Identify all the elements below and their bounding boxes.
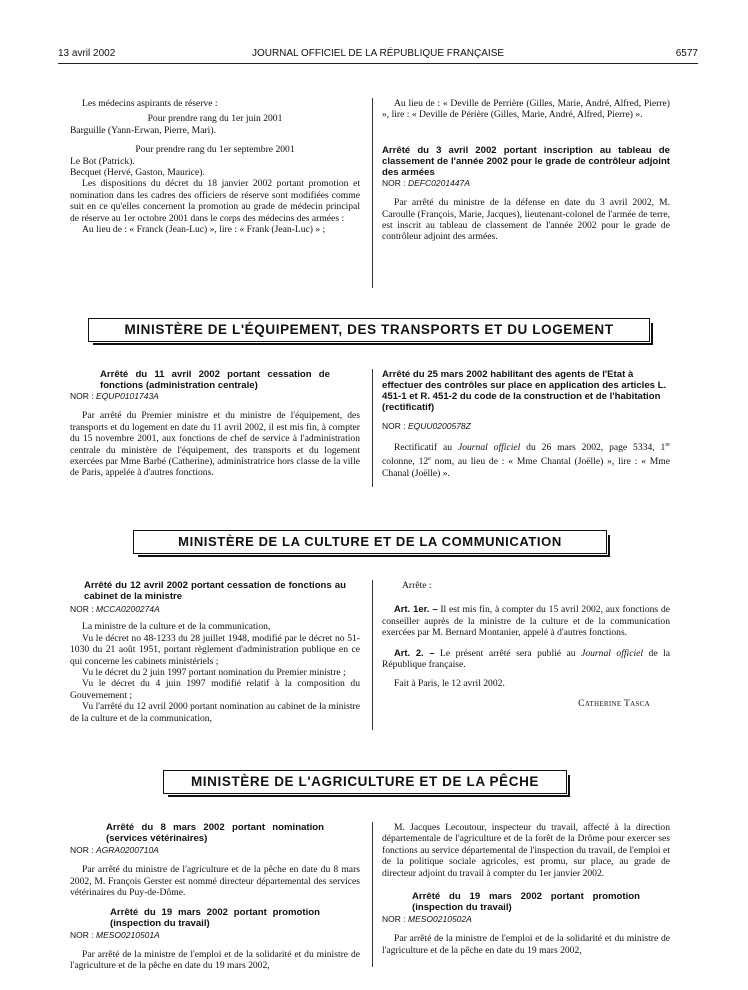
text-line: Pour prendre rang du 1er septembre 2001: [135, 144, 295, 156]
text-paragraph: Vu le décret no 48-1233 du 28 juillet 1948, modifié par le décret no 51-1030 du 21 août 1951, portant règlement d'administration publique en ce qui concerne les cabinets ministériels ;: [70, 632, 360, 667]
column-divider: [372, 822, 373, 967]
signature-name: Catherine Tasca: [578, 697, 650, 709]
text-paragraph: Au lieu de : « Deville de Perrière (Gilles, Marie, André, Alfred, Pierre) », lire : « Deville de Périère (Gilles, Marie, André, Alfred, Pierre) ».: [382, 98, 670, 121]
nor-reference: NOR : EQUU0200578Z: [382, 421, 471, 431]
page-header: [58, 48, 698, 62]
column-divider: [372, 98, 373, 288]
block1-right-column: [382, 98, 670, 243]
article-1: Art. 1er. – Il est mis fin, à compter du 15 avril 2002, aux fonctions de conseiller auprès de la ministre de la culture et de la communication exercées par M. Bernard Montanier, appelé à d'autres fonctions.: [382, 603, 671, 639]
text-paragraph: Par arrêté de la ministre de l'emploi et de la solidarité et du ministre de l'agriculture et de la pêche en date du 19 mars 2002,: [382, 933, 670, 956]
ministry2-left-column: [70, 580, 360, 724]
text-paragraph: Vu le décret du 2 juin 1997 portant nomination du Premier ministre ;: [82, 667, 346, 679]
header-date: 13 avril 2002: [58, 48, 116, 59]
nor-reference: NOR : MCCA0200274A: [70, 604, 160, 614]
decree-title: Arrêté du 8 mars 2002 portant nomination (services vétérinaires): [106, 822, 324, 844]
nor-reference: NOR : MESO0210501A: [70, 929, 160, 940]
text-line: Le Bot (Patrick).: [70, 155, 135, 167]
block1-left-column: [70, 98, 360, 235]
column-divider: [372, 369, 373, 487]
text-paragraph: Au lieu de : « Franck (Jean-Luc) », lire : « Frank (Jean-Luc) » ;: [82, 224, 326, 236]
column-divider: [372, 580, 373, 730]
ministry-banner-equipement: MINISTÈRE DE L'ÉQUIPEMENT, DES TRANSPORTS ET DU LOGEMENT: [88, 318, 650, 342]
text-paragraph: Rectificatif au Journal officiel du 26 mars 2002, page 5334, 1re colonne, 12e nom, au lieu de : « Mme Chantal (Joëlle) », lire : « Mme Chanal (Joëlle) ».: [382, 442, 670, 479]
journal-title: JOURNAL OFFICIEL DE LA RÉPUBLIQUE FRANÇAISE: [251, 48, 505, 59]
header-rule: [58, 63, 698, 64]
article-2: Art. 2. – Le présent arrêté sera publié au Journal officiel de la République française.: [382, 646, 670, 671]
ministry3-left-column: [70, 822, 360, 972]
nor-reference: NOR : MESO0210502A: [382, 914, 472, 925]
decree-title: Arrêté du 3 avril 2002 portant inscription au tableau de classement de l'année 2002 pour le grade de contrôleur adjoint des armées: [382, 144, 670, 178]
signature-date: Fait à Paris, le 12 avril 2002.: [394, 678, 505, 690]
page-number: 6577: [675, 48, 698, 59]
ministry-banner-culture: MINISTÈRE DE LA CULTURE ET DE LA COMMUNICATION: [133, 530, 607, 554]
arrete-line: Arrête :: [402, 580, 432, 591]
text-paragraph: La ministre de la culture et de la communication,: [82, 621, 271, 633]
text-paragraph: M. Jacques Lecoutour, inspecteur du travail, affecté à la direction départementale de l'agriculture et de la forêt de la Drôme pour exercer ses fonctions au service départemental de l'inspection du travail, de l'emploi et de la politique sociale agricoles, est promu, sur place, au grade de directeur adjoint du travail à compter du 1er janvier 2002.: [382, 822, 670, 879]
text-line: Pour prendre rang du 1er juin 2001: [147, 113, 283, 125]
text-line: Becquet (Hervé, Gaston, Maurice).: [70, 167, 205, 179]
text-paragraph: Par arrêté du ministre de l'agriculture et de la pêche en date du 8 mars 2002, M. François Gerster est nommé directeur départemental des services vétérinaires du Puy-de-Dôme.: [70, 864, 360, 899]
text-line: Barguille (Yann-Erwan, Pierre, Mari).: [70, 124, 216, 136]
text-paragraph: Vu le décret du 4 juin 1997 modifié relatif à la composition du Gouvernement ;: [70, 678, 360, 701]
text-line: Les médecins aspirants de réserve :: [82, 98, 218, 109]
text-paragraph: Les dispositions du décret du 18 janvier 2002 portant promotion et nomination dans les cadres des officiers de réserve sont modifiées comme suit en ce qu'elles concernent la promotion au grade de médecin principal de réserve au 1er octobre 2001 dans le corps des médecins des armées :: [70, 178, 360, 224]
ministry3-right-column: [382, 822, 670, 956]
decree-title: Arrêté du 11 avril 2002 portant cessation de fonctions (administration centrale): [100, 369, 330, 391]
nor-reference: NOR : DEFC0201447A: [382, 177, 470, 188]
ministry1-right-column: [382, 369, 670, 479]
ministry2-right-column: [382, 580, 670, 709]
text-paragraph: Par arrêté de la ministre de l'emploi et de la solidarité et du ministre de l'agriculture et de la pêche en date du 19 mars 2002,: [70, 949, 360, 972]
nor-reference: NOR : EQUP0101743A: [70, 391, 159, 401]
decree-title: Arrêté du 19 mars 2002 portant promotion (inspection du travail): [412, 891, 640, 914]
decree-title: Arrêté du 25 mars 2002 habilitant des agents de l'Etat à effectuer des contrôles sur place en application des articles L. 451-1 et R. 451-2 du code de la construction et de l'habitation (rectificatif): [382, 369, 667, 413]
text-paragraph: Vu l'arrêté du 12 avril 2000 portant nomination au cabinet de la ministre de la culture et de la communication,: [70, 701, 360, 724]
text-paragraph: Par arrêté du ministre de la défense en date du 3 avril 2002, M. Caroulle (François, Marie, Jacques), lieutenant-colonel de l'armée de terre, est inscrit au tableau de classement de l'année 2002 pour le grade de contrôleur adjoint des armées.: [382, 197, 670, 243]
text-paragraph: Par arrêté du Premier ministre et du ministre de l'équipement, des transports et du logement en date du 11 avril 2002, il est mis fin, à compter du 15 novembre 2001, aux fonctions de chef de service à l'administration centrale du ministère de l'équipement, des transports et du logement exercées par Mme Barbé (Catherine), administratrice hors classe de la ville de Paris, appelée à d'autres fonctions.: [70, 410, 360, 479]
ministry1-left-column: [70, 369, 360, 479]
ministry-banner-agriculture: MINISTÈRE DE L'AGRICULTURE ET DE LA PÊCHE: [163, 770, 567, 794]
decree-title: Arrêté du 12 avril 2002 portant cessation de fonctions au cabinet de la ministre: [84, 580, 346, 602]
decree-title: Arrêté du 19 mars 2002 portant promotion (inspection du travail): [110, 906, 320, 929]
nor-reference: NOR : AGRA0200710A: [70, 845, 159, 855]
